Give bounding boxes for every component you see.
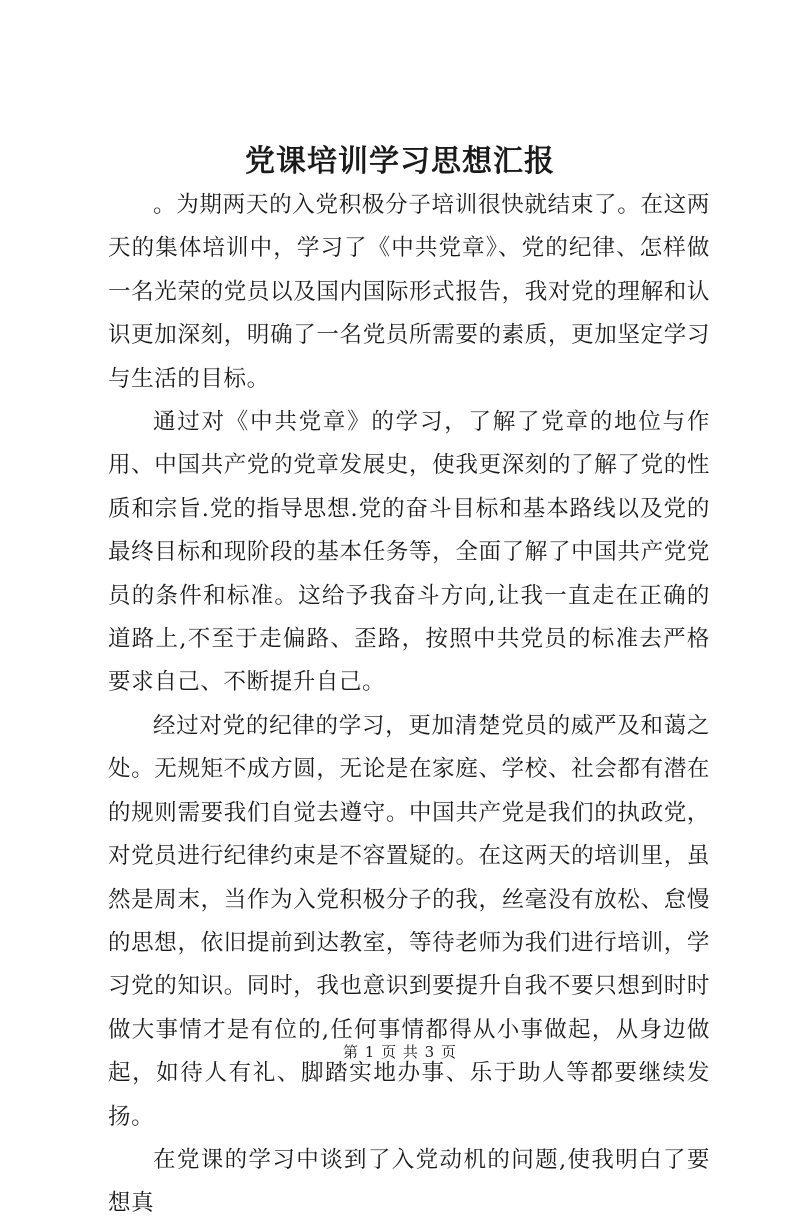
document-title: 党课培训学习思想汇报 <box>245 144 555 179</box>
page-number-footer: 第 1 页 共 3 页 <box>343 1043 457 1061</box>
paragraph-2: 通过对《中共党章》的学习，了解了党章的地位与作用、中国共产党的党章发展史，使我更深刻的了解了党的性质和宗旨.党的指导思想.党的奋斗目标和基本路线以及党的最终目标和现阶段的基本任务等，全面了解了中国共产党党员的条件和标准。这给予我奋斗方向,让我一直走在正确的道路上,不至于走偏路、歪路，按照中共党员的标准去严格要求自己、不断提升自己。 <box>108 409 710 696</box>
document-body <box>108 184 710 1226</box>
paragraph-3: 经过对党的纪律的学习，更加清楚党员的威严及和蔼之处。无规矩不成方圆，无论是在家庭、学校、社会都有潜在的规则需要我们自觉去遵守。中国共产党是我们的执政党，对党员进行纪律约束是不容置疑的。在这两天的培训里，虽然是周末，当作为入党积极分子的我，丝毫没有放松、怠慢的思想，依旧提前到达教室，等待老师为我们进行培训，学习党的知识。同时，我也意识到要提升自我不要只想到时时做大事情才是有位的,任何事情都得从小事做起，从身边做起，如待人有礼、脚踏实地办事、乐于助人等都要继续发扬。 <box>108 712 710 1130</box>
paragraph-1: 。为期两天的入党积极分子培训很快就结束了。在这两天的集体培训中，学习了《中共党章》、党的纪律、怎样做一名光荣的党员以及国内国际形式报告，我对党的理解和认识更加深刻，明确了一名党员所需要的素质，更加坚定学习与生活的目标。 <box>108 192 710 392</box>
paragraph-4: 在党课的学习中谈到了入党动机的问题,使我明白了要想真 <box>108 1146 710 1217</box>
